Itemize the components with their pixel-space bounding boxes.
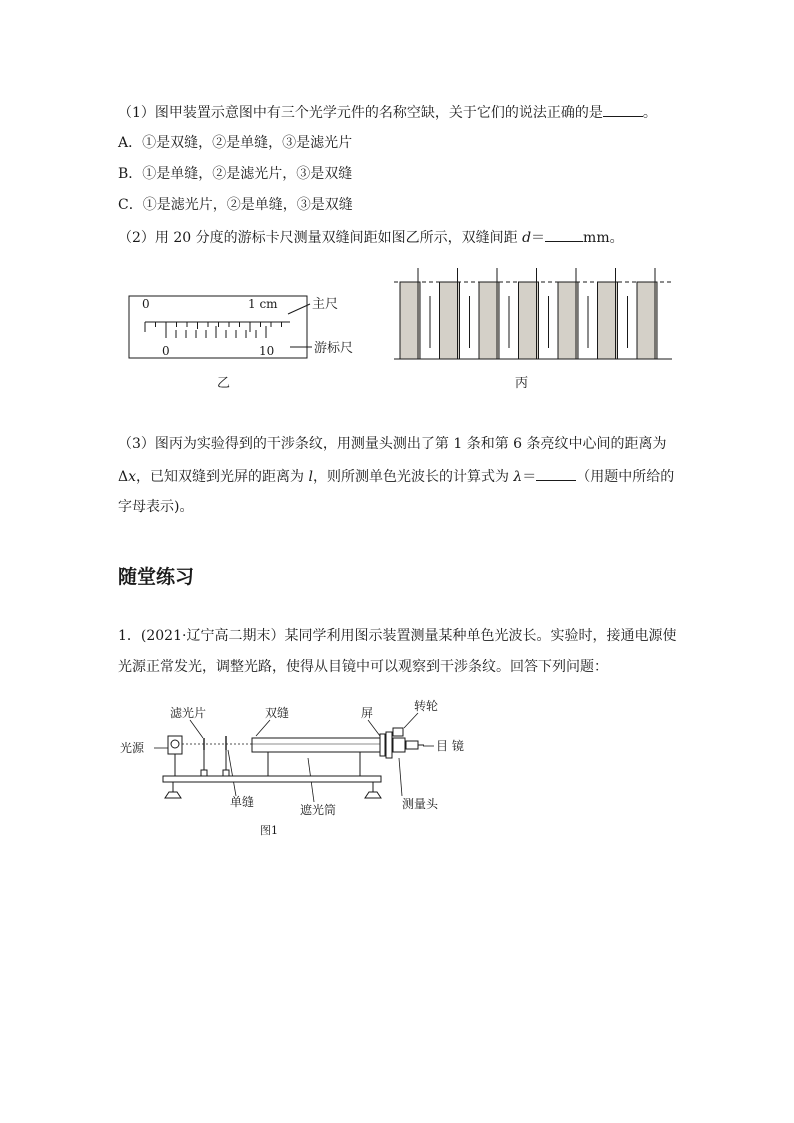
option-b: B．①是单缝，②是滤光片，③是双缝 <box>118 166 353 182</box>
label-measuring-head: 测量头 <box>402 797 439 811</box>
answer-blank[interactable] <box>536 466 576 481</box>
bright-fringe <box>598 282 618 359</box>
bench-feet <box>165 782 381 798</box>
bright-fringe <box>400 282 420 359</box>
wheel <box>393 728 403 736</box>
main-scale-label: 主尺 <box>312 297 339 312</box>
bright-fringe <box>637 282 657 359</box>
label-double-slit: 双缝 <box>265 706 290 720</box>
bright-fringe <box>479 282 499 359</box>
figure-1-apparatus <box>118 696 478 842</box>
p1-line2: 光源正常发光，调整光路，使得从目镜中可以观察到干涉条纹。回答下列问题： <box>118 659 608 675</box>
answer-blank[interactable] <box>545 227 583 242</box>
vernier-scale-label: 游标尺 <box>314 341 354 356</box>
screen <box>380 734 385 756</box>
main-scale-ticks <box>145 322 282 332</box>
label-tube: 遮光筒 <box>300 803 337 817</box>
figure-yi-vernier-caliper <box>120 288 370 366</box>
measuring-head <box>386 732 392 758</box>
vernier-zero-label: 0 <box>162 344 170 358</box>
p1-line1: 1．(2021·辽宁高二期末）某同学利用图示装置测量某种单色光波长。实验时，接通电源使 <box>118 628 677 644</box>
label-wheel: 转轮 <box>414 699 439 713</box>
vernier-ten-label: 10 <box>259 344 275 358</box>
q3-line3: 字母表示)。 <box>118 499 194 515</box>
label-filter: 滤光片 <box>170 706 207 720</box>
label-eyepiece: 目 镜 <box>436 739 464 753</box>
q1-stem: （1）图甲装置示意图中有三个光学元件的名称空缺，关于它们的说法正确的是 。 <box>118 102 657 123</box>
main-one-cm-label: 1 cm <box>248 297 278 311</box>
bright-fringe <box>519 282 539 359</box>
eyepiece <box>406 741 418 749</box>
option-a: A．①是双缝，②是单缝，③是滤光片 <box>118 135 353 151</box>
light-source <box>168 736 182 754</box>
section-heading: 随堂练习 <box>118 566 195 588</box>
label-single-slit: 单缝 <box>230 795 255 809</box>
figure-1-caption: 图1 <box>260 824 278 837</box>
q3-line2: Δx，已知双缝到光屏的距离为 l，则所测单色光波长的计算式为 λ＝ （用题中所给的 <box>118 466 674 487</box>
caption-bing: 丙 <box>515 376 529 391</box>
caption-yi: 乙 <box>217 376 231 391</box>
shading-tube <box>252 738 380 752</box>
q2-stem: （2）用 20 分度的游标卡尺测量双缝间距如图乙所示，双缝间距 d＝ mm。 <box>118 227 624 248</box>
vernier-scale-ticks <box>166 326 266 338</box>
label-source: 光源 <box>120 741 145 755</box>
figure-bing-fringes <box>392 266 674 362</box>
answer-blank[interactable] <box>603 102 643 117</box>
optical-bench <box>163 776 381 782</box>
bright-fringe <box>558 282 578 359</box>
bright-fringe <box>440 282 460 359</box>
q3-line1: （3）图丙为实验得到的干涉条纹，用测量头测出了第 1 条和第 6 条亮纹中心间的距离为 <box>118 436 667 452</box>
slit-holders <box>204 736 226 750</box>
option-c: C．①是滤光片，②是单缝，③是双缝 <box>118 197 353 213</box>
main-zero-label: 0 <box>142 297 150 311</box>
label-screen: 屏 <box>361 706 374 720</box>
